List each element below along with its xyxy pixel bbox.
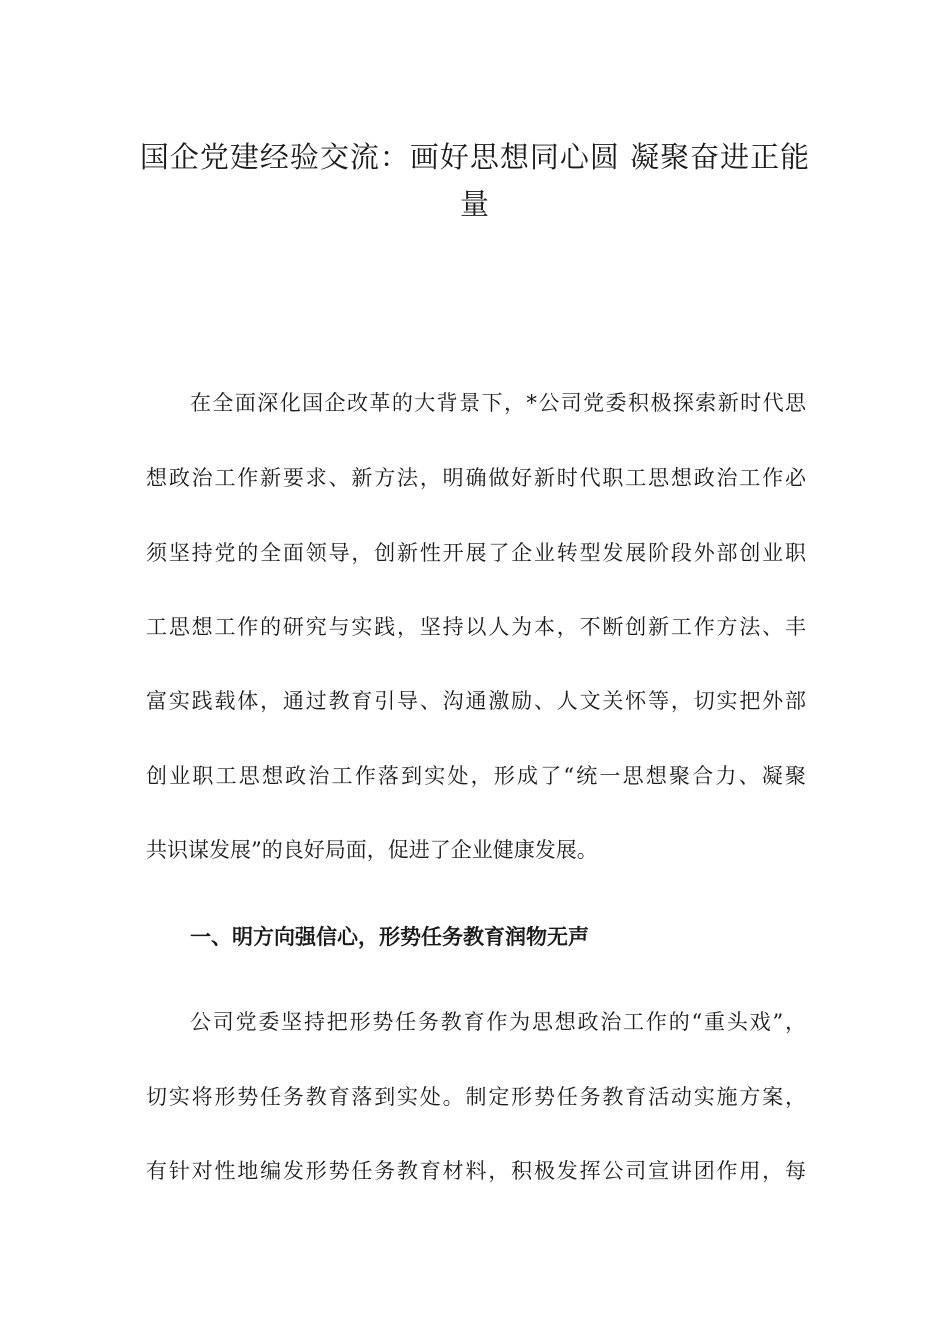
section1-paragraph-line: 切实将形势任务教育落到实处。制定形势任务教育活动实施方案， [146,1085,806,1109]
section1-paragraph-line: 公司党委坚持把形势任务教育作为思想政治工作的“重头戏”， [190,1010,806,1034]
document-title-line-1: 国企党建经验交流：画好思想同心圆 凝聚奋进正能 [139,140,811,174]
intro-paragraph-line: 富实践载体，通过教育引导、沟通激励、人文关怀等，切实把外部 [146,689,806,713]
intro-paragraph-line: 创业职工思想政治工作落到实处，形成了“统一思想聚合力、凝聚 [146,764,806,788]
intro-paragraph-line: 在全面深化国企改革的大背景下，*公司党委积极探索新时代思 [190,391,806,415]
document-title-line-2: 量 [459,187,490,221]
intro-paragraph-line: 共识谋发展”的良好局面，促进了企业健康发展。 [146,838,598,862]
intro-paragraph-line: 须坚持党的全面领导，创新性开展了企业转型发展阶段外部创业职 [146,541,806,565]
section-heading-1: 一、明方向强信心，形势任务教育润物无声 [190,925,589,949]
section1-paragraph-line: 有针对性地编发形势任务教育材料，积极发挥公司宣讲团作用，每 [146,1159,806,1183]
intro-paragraph-line: 工思想工作的研究与实践，坚持以人为本，不断创新工作方法、丰 [146,615,806,639]
intro-paragraph-line: 想政治工作新要求、新方法，明确做好新时代职工思想政治工作必 [146,466,806,490]
